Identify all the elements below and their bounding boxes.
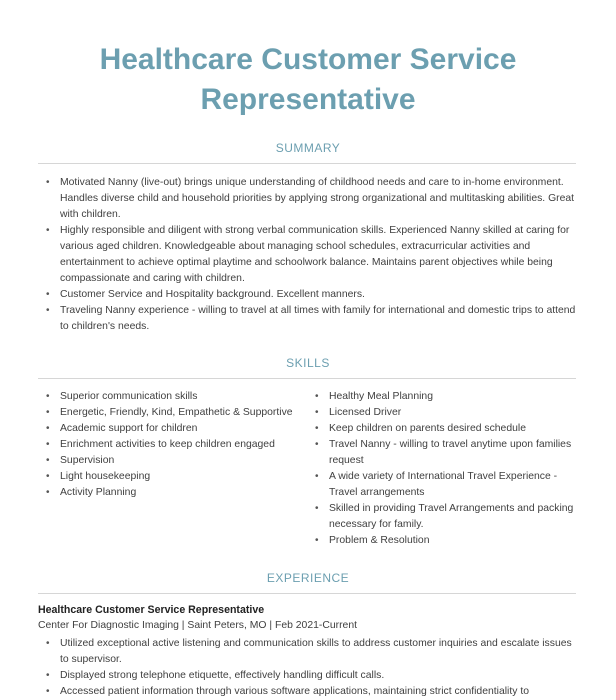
summary-divider — [38, 163, 576, 164]
summary-item: • Traveling Nanny experience - willing to travel at all times with family for international and domestic trips to attend to children's needs. — [38, 303, 576, 335]
skill-item: • A wide variety of International Travel Experience - Travel arrangements — [307, 469, 577, 501]
summary-list — [38, 175, 576, 335]
skill-item: • Supervision — [38, 453, 306, 469]
skill-item: • Travel Nanny - willing to travel anytime upon families request — [307, 437, 577, 469]
experience-divider — [38, 593, 576, 594]
skill-item: • Superior communication skills — [38, 389, 306, 405]
skill-item: • Light housekeeping — [38, 469, 306, 485]
summary-item: • Highly responsible and diligent with strong verbal communication skills. Experienced Nanny skilled at caring for various aged children. Knowledgeable about managing school schedules, extracurricular activities and entertainment to achieve optimal playtime and schoolwork balance. Maintains parent objectives while being compassionate and caring with children. — [38, 223, 576, 287]
skill-item: • Enrichment activities to keep children engaged — [38, 437, 306, 453]
job-bullet: • Utilized exceptional active listening and communication skills to address customer inquiries and escalate issues to supervisor. — [38, 636, 576, 668]
job-bullet: • Displayed strong telephone etiquette, effectively handling difficult calls. — [38, 668, 576, 684]
job-meta: Center For Diagnostic Imaging | Saint Peters, MO | Feb 2021-Current — [38, 620, 357, 631]
skill-item: • Licensed Driver — [307, 405, 577, 421]
summary-heading: SUMMARY — [275, 141, 341, 155]
job-title: Healthcare Customer Service Representative — [38, 604, 265, 616]
skill-item: • Problem & Resolution — [307, 533, 577, 549]
skills-heading: SKILLS — [286, 356, 330, 370]
summary-item: • Customer Service and Hospitality background. Excellent manners. — [38, 287, 576, 303]
job-bullet: • Accessed patient information through various software applications, maintaining strict confidentiality to — [38, 684, 576, 700]
skills-divider — [38, 378, 576, 379]
skill-item: • Keep children on parents desired schedule — [307, 421, 577, 437]
experience-heading: EXPERIENCE — [266, 571, 350, 585]
skill-item: • Activity Planning — [38, 485, 306, 501]
skill-item: • Energetic, Friendly, Kind, Empathetic & Supportive — [38, 405, 306, 421]
skills-list-right — [307, 389, 577, 549]
skill-item: • Academic support for children — [38, 421, 306, 437]
skill-item: • Skilled in providing Travel Arrangements and packing necessary for family. — [307, 501, 577, 533]
skills-list-left — [38, 389, 306, 501]
skill-item: • Healthy Meal Planning — [307, 389, 577, 405]
resume-title: Healthcare Customer Service Representative — [99, 43, 517, 116]
summary-item: • Motivated Nanny (live-out) brings unique understanding of childhood needs and care to in-home environment. Handles diverse child and household priorities by applying strong organizational and multitasking abilities. Great with children. — [38, 175, 576, 223]
job-bullets — [38, 636, 576, 700]
